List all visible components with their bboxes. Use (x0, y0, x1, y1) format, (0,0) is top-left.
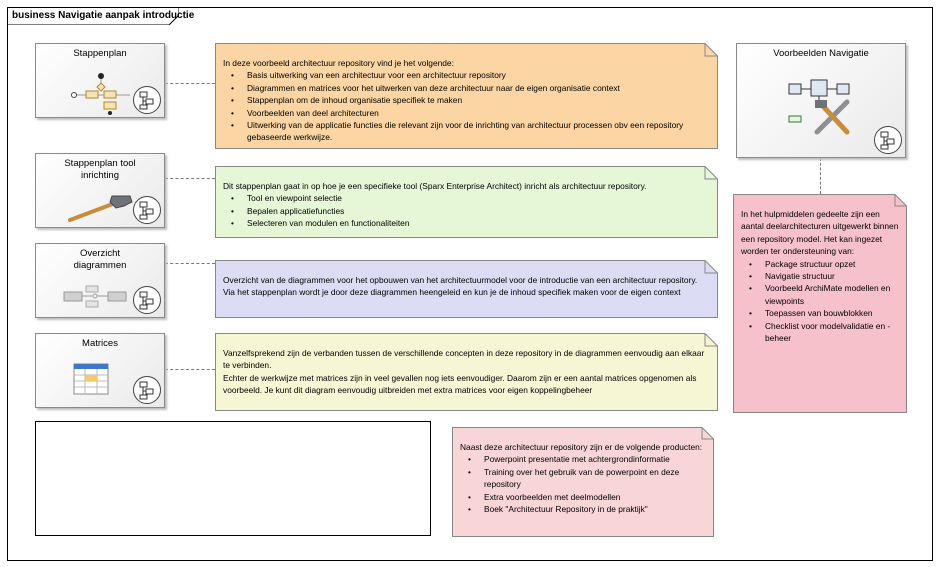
package-title: Voorbeelden Navigatie (773, 48, 869, 59)
diagram-overview-icon (60, 284, 132, 310)
package-matrices[interactable] (35, 333, 165, 408)
package-title: Matrices (82, 338, 118, 349)
list-item: • Boek "Architectuur Repository in de praktijk" (460, 503, 706, 515)
package-stappenplan-tool[interactable] (35, 153, 165, 228)
connector-voorbeelden (820, 158, 821, 194)
list-item: • Bepalen applicatiefuncties (223, 205, 710, 217)
note-list (460, 453, 706, 515)
note-intro: Dit stappenplan gaat in op hoe je een specifieke tool (Sparx Enterprise Architect) inricht als architectuur repository. (223, 181, 647, 191)
note-list (741, 258, 899, 345)
list-item: • Powerpoint presentatie met achtergrondinformatie (460, 453, 706, 465)
hammer-icon (66, 194, 136, 224)
note-intro: In het hulpmiddelen gedeelte zijn een aantal deelarchitecturen uitgewerkt binnen een repository model. Het kan ingezet worden ter ondersteuning van: (741, 209, 899, 257)
list-item: • Voorbeeld ArchiMate modellen en viewpoints (741, 282, 899, 307)
connector-overzicht (165, 263, 215, 264)
list-item: • Uitwerking van de applicatie functies die relevant zijn voor de inrichting van architectuur processen obv een repository gebaseerde werkwijze. (223, 119, 710, 144)
flowchart-icon (70, 71, 130, 115)
connector-matrices (165, 369, 215, 370)
list-item: • Voorbeelden van deel architecturen (223, 107, 710, 119)
list-item: • Stappenplan om de inhoud organisatie specifiek te maken (223, 94, 710, 106)
note-overzicht-diagrammen[interactable] (215, 260, 718, 318)
list-item: • Toepassen van bouwblokken (741, 307, 899, 319)
list-item: • Basis uitwerking van een architectuur voor een architectuur repository (223, 69, 710, 81)
list-item: • Package structuur opzet (741, 258, 899, 270)
tools-icon (785, 78, 865, 138)
note-paragraph: Vanzelfsprekend zijn de verbanden tussen de verschillende concepten in deze repository in de diagrammen eenvoudig aan elkaar te verbinden. (223, 348, 705, 371)
note-list (223, 69, 710, 143)
package-title: Stappenplan tool inrichting (64, 158, 136, 181)
list-item: • Checklist voor modelvalidatie en -beheer (741, 320, 899, 345)
list-item: • Navigatie structuur (741, 270, 899, 282)
package-link-icon[interactable] (133, 376, 161, 404)
note-matrices[interactable] (215, 333, 718, 411)
list-item: • Diagrammen en matrices voor het uitwerken van deze architectuur naar de eigen organisatie context (223, 82, 710, 94)
list-item: • Selecteren van modulen en functionaliteiten (223, 217, 710, 229)
package-voorbeelden-navigatie[interactable] (736, 43, 906, 158)
note-list (223, 192, 710, 229)
note-intro: Naast deze architectuur repository zijn er de volgende producten: (460, 442, 703, 452)
note-tool-inrichting[interactable] (215, 166, 718, 238)
package-link-icon[interactable] (133, 196, 161, 224)
list-item: • Extra voorbeelden met deelmodellen (460, 491, 706, 503)
empty-element[interactable] (35, 421, 431, 536)
connector-stappenplan (165, 83, 215, 84)
package-link-icon[interactable] (133, 86, 161, 114)
note-intro: In deze voorbeeld architectuur repository vind je het volgende: (223, 58, 454, 68)
note-paragraph: Echter de werkwijze met matrices zijn in veel gevallen nog iets eenvoudiger. Daarom zijn er een aantal matrices opgenomen als voorbeeld. Je kunt dit diagram eenvoudig uitbreiden met extra matrices voor eigen koppelingbeheer (223, 372, 697, 396)
diagram-title: business Navigatie aanpak introductie (12, 10, 195, 21)
package-link-icon[interactable] (133, 286, 161, 314)
package-stappenplan[interactable] (35, 43, 165, 118)
package-title: Stappenplan (73, 48, 127, 59)
table-icon (73, 363, 109, 395)
note-hulpmiddelen[interactable] (733, 194, 907, 413)
list-item: • Training over het gebruik van de powerpoint en deze repository (460, 466, 706, 491)
note-producten[interactable] (452, 427, 714, 537)
list-item: • Tool en viewpoint selectie (223, 192, 710, 204)
package-title: Overzicht diagrammen (73, 248, 127, 271)
connector-tool (165, 178, 215, 179)
package-overzicht-diagrammen[interactable] (35, 243, 165, 318)
package-link-icon[interactable] (874, 126, 902, 154)
note-repository-contents[interactable] (215, 43, 718, 149)
note-text: Overzicht van de diagrammen voor het opbouwen van het architectuurmodel voor de introductie van een architectuur repository. Via het stappenplan wordt je door deze diagrammen heengeleid en kun je de inhoud specifiek maken voor de eigen context (223, 275, 698, 298)
